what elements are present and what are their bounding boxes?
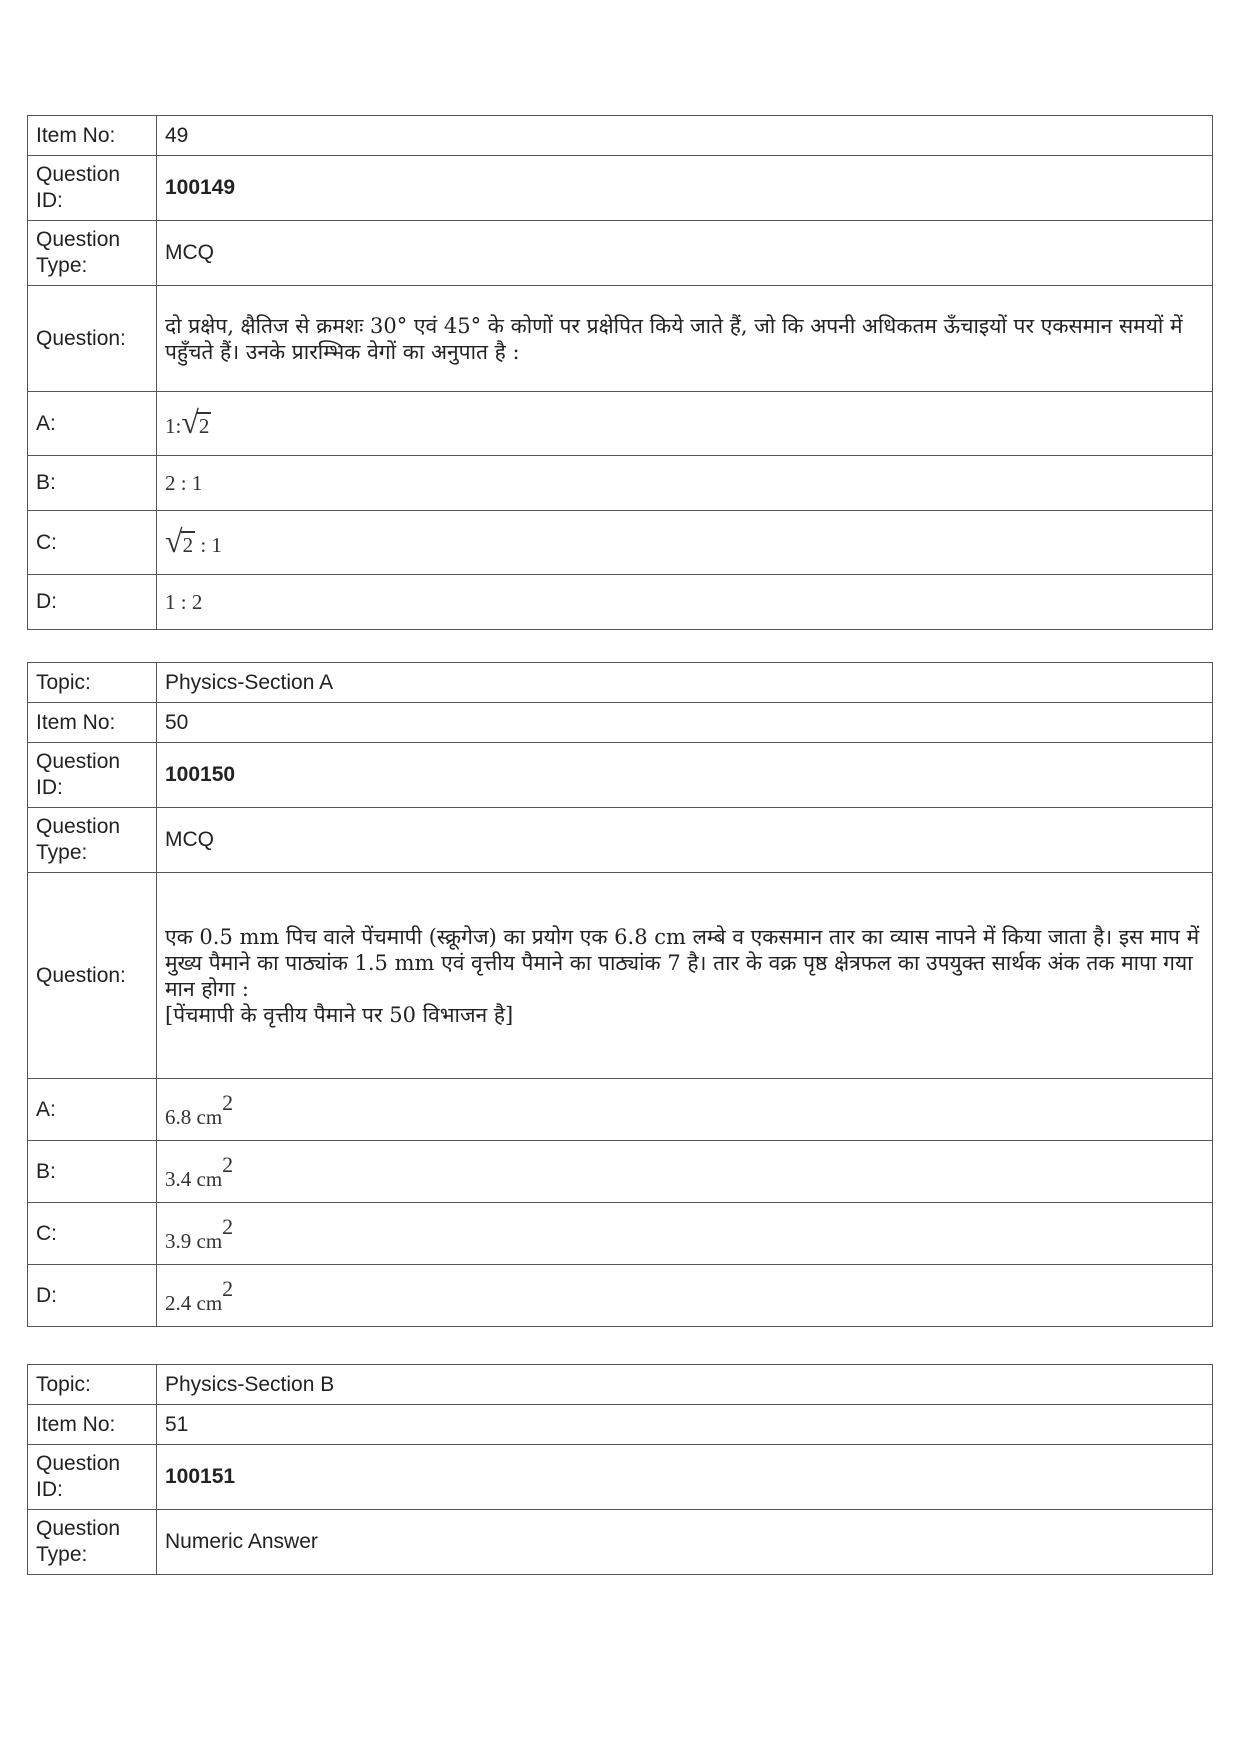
option-a-number: 6.8 [165,1104,192,1129]
question-type-label: Question Type: [28,221,157,286]
question-type-value: MCQ [157,808,1213,873]
unit: cm [196,1290,223,1315]
option-a-value [157,1079,1213,1141]
question-id-value: 100151 [157,1445,1213,1510]
unit-power: 2 [222,1089,234,1115]
question-id-label: Question ID: [28,156,157,221]
topic-label: Topic: [28,1365,157,1405]
question-label: Question: [28,873,157,1079]
question-49-table [27,115,1213,630]
option-d-label: D: [28,575,157,630]
option-b-label: B: [28,1141,157,1203]
question-id-value: 100150 [157,743,1213,808]
question-id-label: Question ID: [28,743,157,808]
unit-power: 2 [222,1151,234,1177]
option-c-label: C: [28,1203,157,1265]
question-type-value: Numeric Answer [157,1510,1213,1575]
option-c-suffix: : 1 [195,532,222,557]
unit: cm [196,1104,223,1129]
question-text [157,873,1213,1079]
item-no-label: Item No: [28,116,157,156]
question-label: Question: [28,286,157,392]
item-no-label: Item No: [28,703,157,743]
sqrt-symbol: √2 [181,403,210,440]
item-no-label: Item No: [28,1405,157,1445]
option-b-number: 3.4 [165,1166,192,1191]
question-note: [पेंचमापी के वृत्तीय पैमाने पर 50 विभाजन है] [165,1002,514,1027]
question-body: एक 0.5 mm पिच वाले पेंचमापी (स्क्रूगेज) का प्रयोग एक 6.8 cm लम्बे व एकसमान तार का व्यास नापने में किया जाता है। इस माप में मुख्य पैमाने का पाठ्यांक 1.5 mm एवं वृत्तीय पैमाने का पाठ्यांक 7 है। तार के वक्र पृष्ठ क्षेत्रफल का उपयुक्त सार्थक अंक तक मापा गया मान होगा : [165,924,1200,1001]
option-a-radicand: 2 [198,413,210,438]
option-a-value [157,392,1213,456]
unit: cm [196,1228,223,1253]
option-b-value: 2 : 1 [157,456,1213,511]
question-text: दो प्रक्षेप, क्षैतिज से क्रमशः 30° एवं 45° के कोणों पर प्रक्षेपित किये जाते हैं, जो कि अपनी अधिकतम ऊँचाइयों पर एकसमान समयों में पहुँचते हैं। उनके प्रारम्भिक वेगों का अनुपात है : [157,286,1213,392]
option-c-value [157,511,1213,575]
question-type-label: Question Type: [28,1510,157,1575]
option-c-number: 3.9 [165,1228,192,1253]
unit-power: 2 [222,1213,234,1239]
option-c-radicand: 2 [182,532,194,557]
option-c-label: C: [28,511,157,575]
question-51-table [27,1364,1213,1575]
option-d-value [157,1265,1213,1327]
question-id-label: Question ID: [28,1445,157,1510]
unit: cm [196,1166,223,1191]
option-a-prefix: 1: [165,413,182,438]
item-no-value: 50 [157,703,1213,743]
topic-value: Physics-Section A [157,663,1213,703]
question-type-value: MCQ [157,221,1213,286]
option-d-number: 2.4 [165,1290,192,1315]
option-a-label: A: [28,392,157,456]
option-b-label: B: [28,456,157,511]
question-50-table [27,662,1213,1327]
option-b-value [157,1141,1213,1203]
question-id-value: 100149 [157,156,1213,221]
item-no-value: 51 [157,1405,1213,1445]
option-a-label: A: [28,1079,157,1141]
topic-value: Physics-Section B [157,1365,1213,1405]
unit-power: 2 [222,1275,234,1301]
topic-label: Topic: [28,663,157,703]
option-d-value: 1 : 2 [157,575,1213,630]
option-c-value [157,1203,1213,1265]
sqrt-symbol: √2 [165,522,194,559]
option-d-label: D: [28,1265,157,1327]
item-no-value: 49 [157,116,1213,156]
question-type-label: Question Type: [28,808,157,873]
